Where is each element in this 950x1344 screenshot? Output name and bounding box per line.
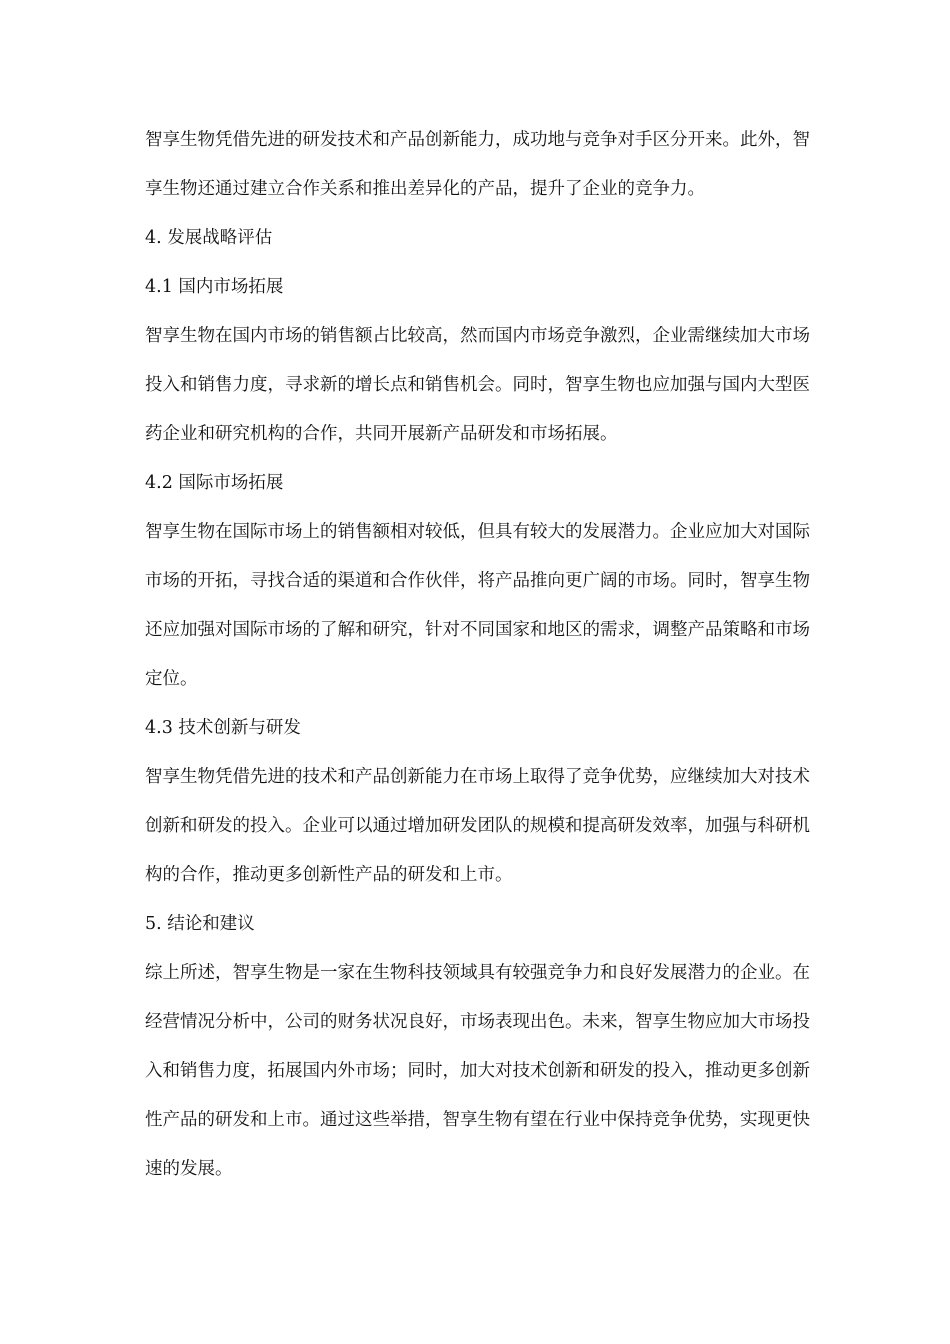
paragraph-tech-innovation: 智享生物凭借先进的技术和产品创新能力在市场上取得了竞争优势，应继续加大对技术创新和研发的投入。企业可以通过增加研发团队的规模和提高研发效率，加强与科研机构的合作，推动更多创新性产品的研发和上市。 bbox=[145, 767, 810, 885]
subsection-heading-tech-innovation: 4.3 技术创新与研发 bbox=[145, 718, 301, 738]
paragraph-competition-summary: 智享生物凭借先进的研发技术和产品创新能力，成功地与竞争对手区分开来。此外，智享生物还通过建立合作关系和推出差异化的产品，提升了企业的竞争力。 bbox=[145, 130, 810, 199]
paragraph-domestic-market: 智享生物在国内市场的销售额占比较高，然而国内市场竞争激烈，企业需继续加大市场投入和销售力度，寻求新的增长点和销售机会。同时，智享生物也应加强与国内大型医药企业和研究机构的合作，共同开展新产品研发和市场拓展。 bbox=[145, 326, 810, 444]
section-heading-conclusion: 5. 结论和建议 bbox=[145, 914, 255, 934]
paragraph-conclusion: 综上所述，智享生物是一家在生物科技领域具有较强竞争力和良好发展潜力的企业。在经营情况分析中，公司的财务状况良好，市场表现出色。未来，智享生物应加大市场投入和销售力度，拓展国内外市场；同时，加大对技术创新和研发的投入，推动更多创新性产品的研发和上市。通过这些举措，智享生物有望在行业中保持竞争优势，实现更快速的发展。 bbox=[145, 963, 810, 1179]
section-heading-development-strategy: 4. 发展战略评估 bbox=[145, 228, 273, 248]
paragraph-international-market: 智享生物在国际市场上的销售额相对较低，但具有较大的发展潜力。企业应加大对国际市场的开拓，寻找合适的渠道和合作伙伴，将产品推向更广阔的市场。同时，智享生物还应加强对国际市场的了解和研究，针对不同国家和地区的需求，调整产品策略和市场定位。 bbox=[145, 522, 810, 689]
subsection-heading-domestic-market: 4.1 国内市场拓展 bbox=[145, 277, 284, 297]
document-body bbox=[145, 116, 810, 1194]
subsection-heading-international-market: 4.2 国际市场拓展 bbox=[145, 473, 284, 493]
